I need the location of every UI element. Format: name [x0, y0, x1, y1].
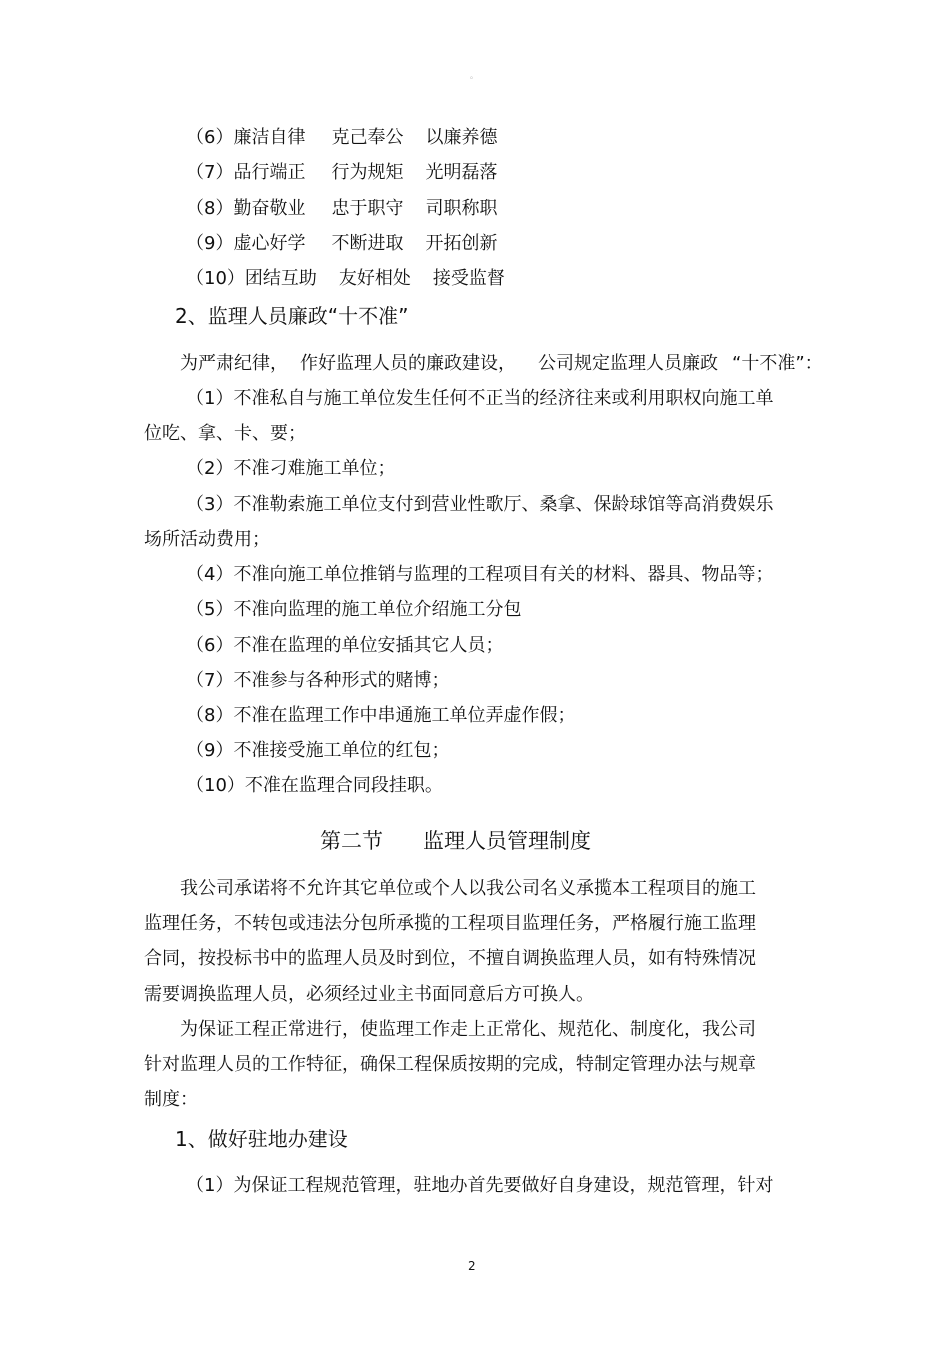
office-rule-1: （1）为保证工程规范管理，驻地办首先要做好自身建设，规范管理，针对 — [186, 1175, 774, 1196]
rule-7: （7）不准参与各种形式的赌博； — [186, 670, 450, 691]
rule-1-cont: 位吃、拿、卡、要； — [144, 423, 306, 444]
heading-office: 1、做好驻地办建设 — [175, 1127, 348, 1151]
section-title: 监理人员管理制度 — [423, 829, 591, 853]
para1-line: 合同，按投标书中的监理人员及时到位，不擅自调换监理人员，如有特殊情况 — [144, 948, 756, 969]
rule-10: （10）不准在监理合同段挂职。 — [186, 775, 443, 796]
rule-5: （5）不准向监理的施工单位介绍施工分包 — [186, 599, 522, 620]
para1-line: 我公司承诺将不允许其它单位或个人以我公司名义承揽本工程项目的施工 — [180, 878, 756, 899]
para1-line: 需要调换监理人员，必须经过业主书面同意后方可换人。 — [144, 984, 594, 1005]
rule-3: （3）不准勒索施工单位支付到营业性歌厅、桑拿、保龄球馆等高消费娱乐 — [186, 494, 774, 515]
rule-9: （9）不准接受施工单位的红包； — [186, 740, 450, 761]
para2-line: 制度： — [144, 1089, 198, 1110]
heading-ten-rules: 2、监理人员廉政“十不准” — [175, 304, 409, 328]
principle-line: （10）团结互助 友好相处 接受监督 — [186, 268, 505, 289]
para2-line: 为保证工程正常进行，使监理工作走上正常化、规范化、制度化，我公司 — [180, 1019, 756, 1040]
intro-line: 为严肃纪律， 作好监理人员的廉政建设， 公司规定监理人员廉政 “十不准”： — [180, 353, 823, 374]
page-number: 2 — [468, 1259, 476, 1273]
rule-3-cont: 场所活动费用； — [144, 529, 270, 550]
rule-2: （2）不准刁难施工单位； — [186, 458, 396, 479]
rule-8: （8）不准在监理工作中串通施工单位弄虚作假； — [186, 705, 576, 726]
principle-line: （9）虚心好学 不断进取 开拓创新 — [186, 233, 498, 254]
header-mark: 。 — [470, 71, 478, 80]
section-heading — [320, 830, 591, 852]
section-number: 第二节 — [320, 829, 383, 853]
principle-line: （7）品行端正 行为规矩 光明磊落 — [186, 162, 498, 183]
principle-line: （6）廉洁自律 克己奉公 以廉养德 — [186, 127, 498, 148]
rule-1: （1）不准私自与施工单位发生任何不正当的经济往来或利用职权向施工单 — [186, 388, 774, 409]
rule-4: （4）不准向施工单位推销与监理的工程项目有关的材料、器具、物品等； — [186, 564, 774, 585]
para2-line: 针对监理人员的工作特征，确保工程保质按期的完成，特制定管理办法与规章 — [144, 1054, 756, 1075]
rule-6: （6）不准在监理的单位安插其它人员； — [186, 635, 504, 656]
para1-line: 监理任务，不转包或违法分包所承揽的工程项目监理任务，严格履行施工监理 — [144, 913, 756, 934]
principle-line: （8）勤奋敬业 忠于职守 司职称职 — [186, 198, 498, 219]
